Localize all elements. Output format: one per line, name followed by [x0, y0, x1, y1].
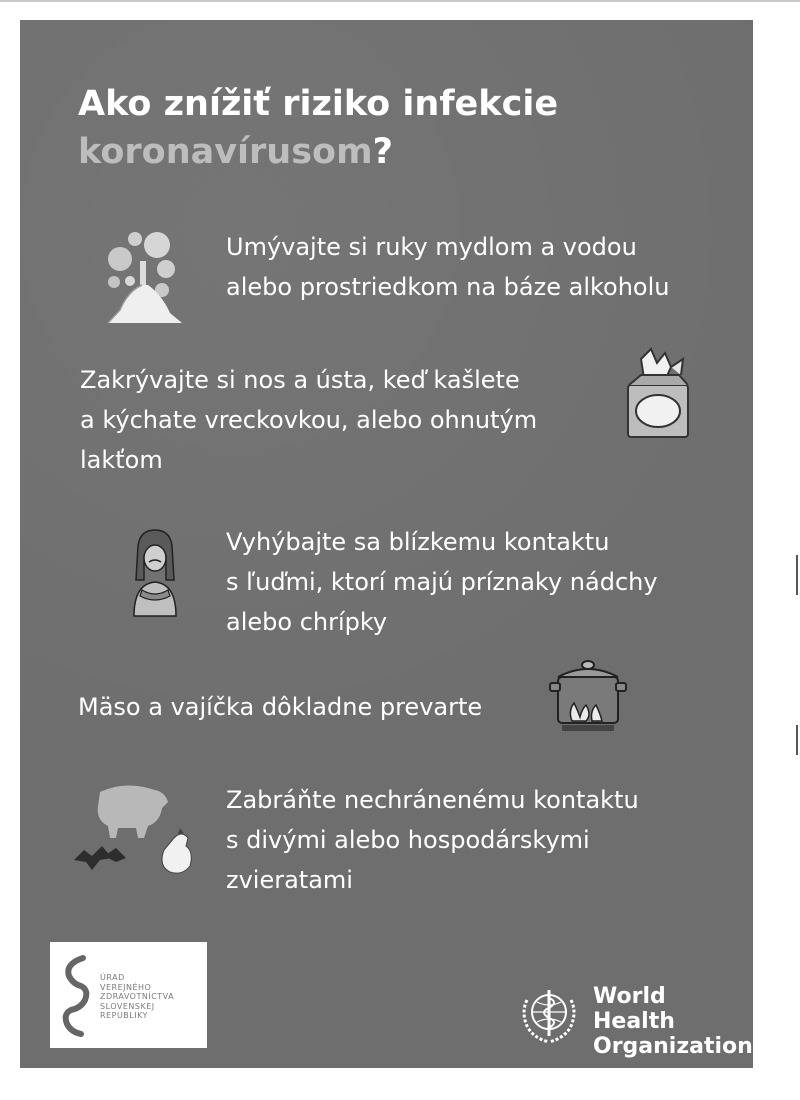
tip-avoid-animals: [226, 780, 639, 900]
tip-line: alebo chrípky: [226, 608, 388, 636]
authority-name-line: REPUBLIKY: [100, 1011, 148, 1020]
who-emblem-icon: [515, 978, 583, 1046]
tip-line: zvieratami: [226, 866, 353, 894]
who-name-line: Organization: [593, 1034, 753, 1059]
tip-line: lakťom: [80, 446, 163, 474]
tip-line: Zabráňte nechránenému kontaktu: [226, 786, 639, 814]
hand-washing-icon: [100, 225, 190, 325]
scan-edge: [0, 0, 800, 2]
sick-person-icon: [130, 528, 180, 618]
poster: [20, 20, 753, 1068]
tip-line: alebo prostriedkom na báze alkoholu: [226, 273, 670, 301]
who-name-line: World Health: [593, 984, 675, 1034]
tip-line: Mäso a vajíčka dôkladne prevarte: [78, 693, 483, 721]
tip-line: s divými alebo hospodárskymi: [226, 826, 590, 854]
tip-line: Vyhýbajte sa blízkemu kontaktu: [226, 528, 610, 556]
authority-name-line: VEREJNÉHO: [100, 982, 152, 992]
authority-name-line: ÚRAD: [100, 973, 125, 982]
tip-line: a kýchate vreckovkou, alebo ohnutým: [80, 406, 538, 434]
authority-name: [100, 973, 174, 1021]
tip-cover-cough: [80, 360, 537, 480]
caduceus-icon: [59, 954, 93, 1038]
cooking-pot-icon: [548, 655, 628, 740]
tip-cook-food: [78, 687, 482, 727]
scan-mark: [796, 555, 798, 595]
scan-mark: [796, 725, 798, 755]
tip-avoid-contact: [226, 522, 658, 642]
poster-title: [78, 80, 558, 176]
title-question-mark: ?: [372, 132, 393, 172]
title-line-1: Ako znížiť riziko infekcie: [78, 84, 559, 124]
authority-name-line: SLOVENSKEJ: [100, 1001, 155, 1011]
tip-hand-washing: [226, 227, 669, 307]
tissue-box-icon: [623, 345, 693, 440]
authority-name-line: ZDRAVOTNÍCTVA: [100, 992, 175, 1001]
title-accent-word: koronavírusom: [78, 132, 373, 172]
animals-icon: [70, 780, 200, 880]
tip-line: Umývajte si ruky mydlom a vodou: [226, 233, 637, 261]
tip-line: Zakrývajte si nos a ústa, keď kašlete: [80, 366, 520, 394]
who-name: [593, 984, 753, 1059]
tip-line: s ľuďmi, ktorí majú príznaky nádchy: [226, 568, 658, 596]
public-health-authority-logo: [50, 942, 207, 1048]
